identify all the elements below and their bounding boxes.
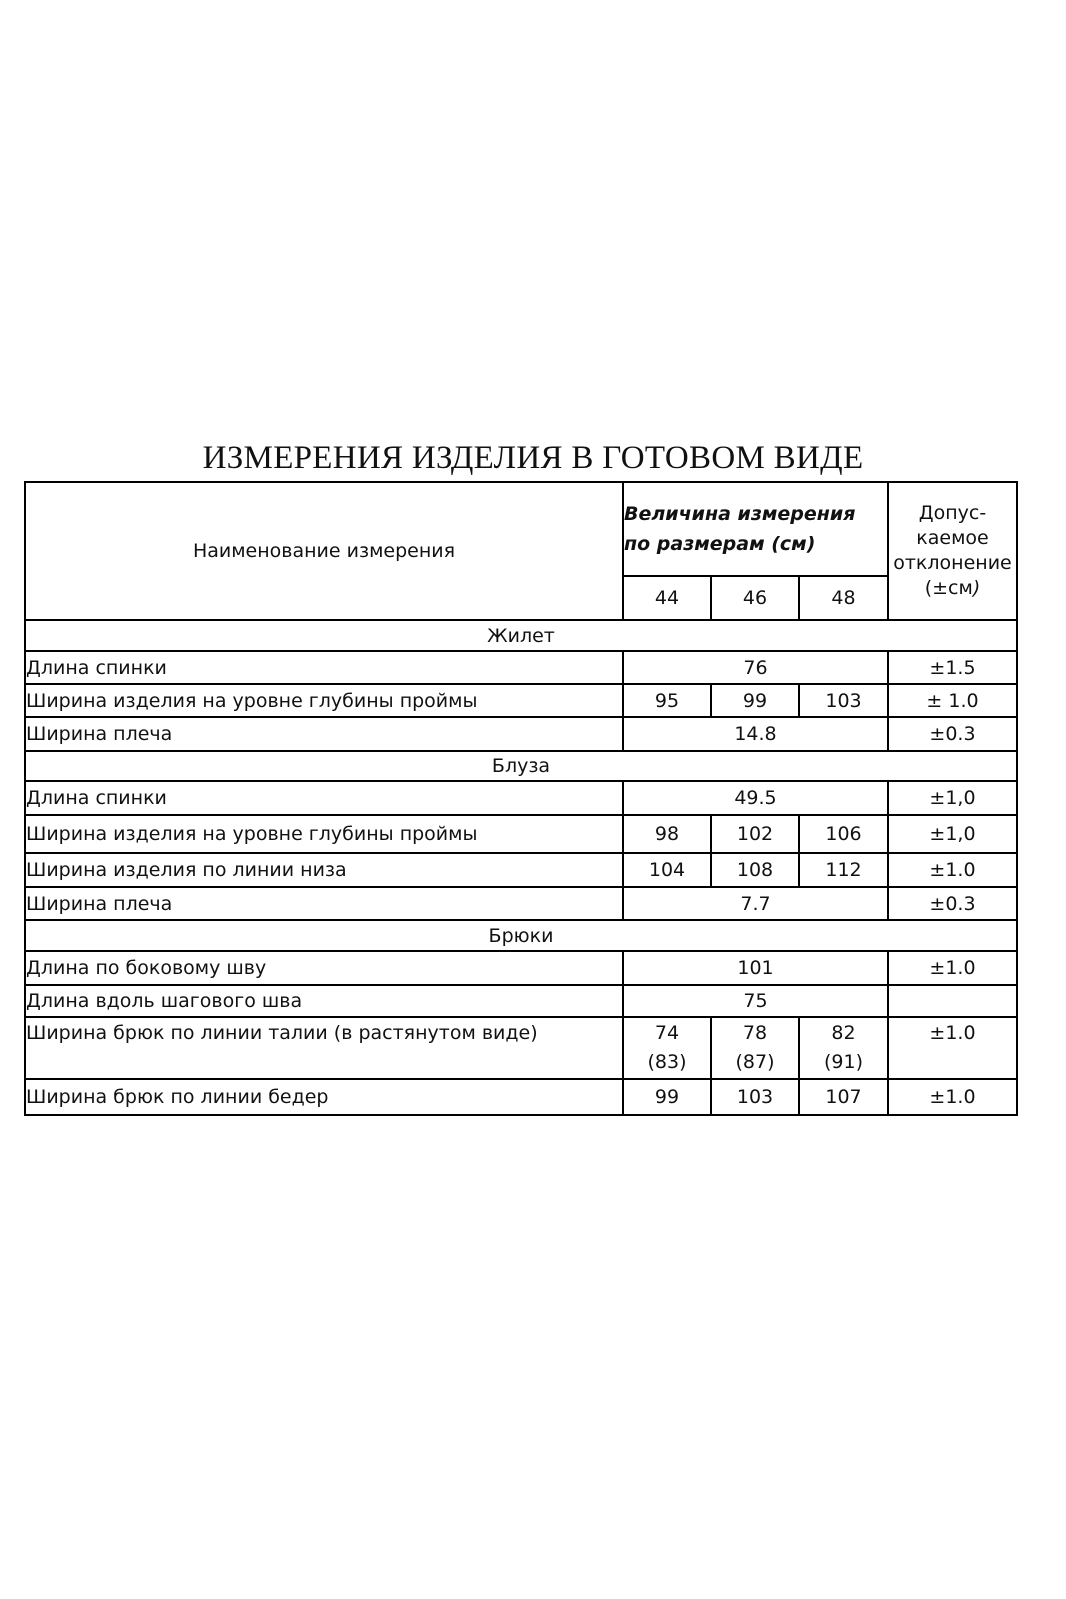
measurement-value: 14.8 <box>623 717 888 751</box>
table-row <box>25 1017 1017 1079</box>
document-title: ИЗМЕРЕНИЯ ИЗДЕЛИЯ В ГОТОВОМ ВИДЕ <box>202 440 864 476</box>
section-title-vest: Жилет <box>25 620 1017 651</box>
section-row <box>25 920 1017 951</box>
table-row <box>25 1079 1017 1115</box>
tolerance-line-1: Допус- <box>918 502 987 524</box>
section-row <box>25 751 1017 781</box>
table-row <box>25 985 1017 1017</box>
size-46: 46 <box>711 576 799 620</box>
measurement-value-46: 78 (87) <box>711 1017 799 1079</box>
measurement-tolerance: ±1,0 <box>888 815 1017 853</box>
measurement-name: Ширина изделия на уровне глубины проймы <box>25 684 623 717</box>
section-title-trousers: Брюки <box>25 920 1017 951</box>
measurement-value-44: 104 <box>623 853 711 887</box>
section-row <box>25 620 1017 651</box>
measurement-name: Ширина плеча <box>25 887 623 920</box>
measurement-tolerance: ±1.0 <box>888 951 1017 985</box>
size-44: 44 <box>623 576 711 620</box>
table-row <box>25 717 1017 751</box>
measurement-value-48: 82 (91) <box>799 1017 888 1079</box>
measurement-value: 76 <box>623 651 888 684</box>
measurement-tolerance: ±0.3 <box>888 887 1017 920</box>
tolerance-line-4: (±см) <box>924 577 981 599</box>
measurement-name: Длина вдоль шагового шва <box>25 985 623 1017</box>
table-row <box>25 853 1017 887</box>
measurement-name: Длина спинки <box>25 651 623 684</box>
header-value-column: Величина измерения по размерам (см) <box>623 482 888 576</box>
measurement-name: Ширина изделия по линии низа <box>25 853 623 887</box>
measurement-value: 101 <box>623 951 888 985</box>
measurement-name: Длина спинки <box>25 781 623 815</box>
measurement-value-48: 112 <box>799 853 888 887</box>
table-row <box>25 781 1017 815</box>
tolerance-line-3: отклонение <box>893 552 1012 574</box>
table-row <box>25 684 1017 717</box>
header-name-column: Наименование измерения <box>25 482 623 620</box>
measurement-tolerance: ±1.5 <box>888 651 1017 684</box>
measurement-value-48: 107 <box>799 1079 888 1115</box>
measurement-value-46: 99 <box>711 684 799 717</box>
measurement-value: 7.7 <box>623 887 888 920</box>
size-48: 48 <box>799 576 888 620</box>
measurement-name: Длина по боковому шву <box>25 951 623 985</box>
table-row <box>25 887 1017 920</box>
measurement-value: 75 <box>623 985 888 1017</box>
table-row <box>25 815 1017 853</box>
table-row <box>25 651 1017 684</box>
measurement-value-46: 108 <box>711 853 799 887</box>
measurement-tolerance: ±1.0 <box>888 1079 1017 1115</box>
measurement-value-48: 106 <box>799 815 888 853</box>
measurement-tolerance: ±0.3 <box>888 717 1017 751</box>
measurement-name: Ширина изделия на уровне глубины проймы <box>25 815 623 853</box>
header-row <box>25 482 1017 576</box>
measurement-tolerance: ±1.0 <box>888 1017 1017 1079</box>
measurement-name: Ширина брюк по линии бедер <box>25 1079 623 1115</box>
header-tolerance-column <box>888 482 1017 620</box>
measurements-table <box>24 481 1018 1116</box>
section-title-blouse: Блуза <box>25 751 1017 781</box>
measurement-name: Ширина брюк по линии талии (в растянутом виде) <box>25 1017 623 1079</box>
measurement-value-44: 98 <box>623 815 711 853</box>
measurement-value: 49.5 <box>623 781 888 815</box>
measurement-value-44: 95 <box>623 684 711 717</box>
measurement-name: Ширина плеча <box>25 717 623 751</box>
measurement-tolerance <box>888 985 1017 1017</box>
measurement-tolerance: ±1,0 <box>888 781 1017 815</box>
measurement-value-44: 74 (83) <box>623 1017 711 1079</box>
measurement-value-46: 102 <box>711 815 799 853</box>
measurement-value-48: 103 <box>799 684 888 717</box>
measurement-value-44: 99 <box>623 1079 711 1115</box>
measurement-tolerance: ± 1.0 <box>888 684 1017 717</box>
tolerance-line-2: каемое <box>916 527 989 549</box>
measurement-tolerance: ±1.0 <box>888 853 1017 887</box>
table-row <box>25 951 1017 985</box>
measurement-value-46: 103 <box>711 1079 799 1115</box>
